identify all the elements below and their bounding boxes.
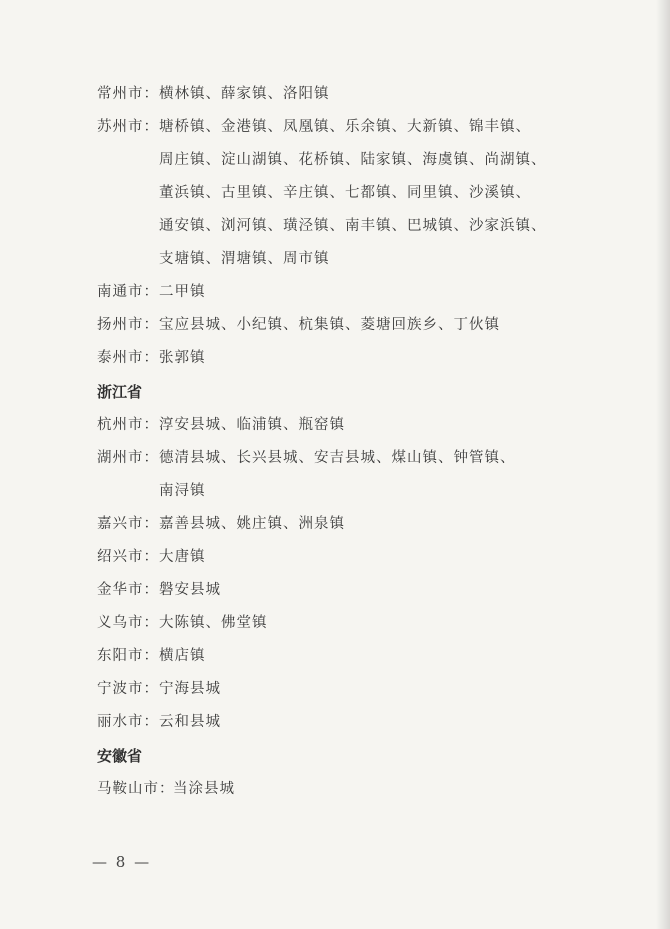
town-names: 宝应县城、小纪镇、杭集镇、菱塘回族乡、丁伙镇 <box>159 317 500 333</box>
town-names: 嘉善县城、姚庄镇、洲泉镇 <box>159 516 345 532</box>
town-names: 当涂县城 <box>173 781 235 797</box>
town-names: 磐安县城 <box>159 582 221 598</box>
city-label: 杭州市： <box>97 417 159 433</box>
page-edge-shadow <box>656 0 670 929</box>
city-row <box>97 342 597 375</box>
city-row <box>97 111 597 276</box>
city-row <box>97 541 597 574</box>
town-line: 南浔镇 <box>159 483 206 499</box>
town-line: 支塘镇、渭塘镇、周市镇 <box>159 251 330 267</box>
city-label: 泰州市： <box>97 350 159 366</box>
town-names: 二甲镇 <box>159 284 206 300</box>
city-label: 苏州市： <box>97 119 159 135</box>
province-heading: 浙江省 <box>97 383 143 401</box>
town-line: 通安镇、浏河镇、璜泾镇、南丰镇、巴城镇、沙家浜镇、 <box>159 218 547 234</box>
town-list <box>97 78 597 806</box>
town-names: 大唐镇 <box>159 549 206 565</box>
city-row <box>97 276 597 309</box>
city-row <box>97 773 597 806</box>
city-row <box>97 607 597 640</box>
city-row <box>97 673 597 706</box>
city-label: 嘉兴市： <box>97 516 159 532</box>
town-names: 宁海县城 <box>159 681 221 697</box>
town-line: 德清县城、长兴县城、安吉县城、煤山镇、钟管镇、 <box>159 450 516 466</box>
city-row <box>97 78 597 111</box>
city-label: 常州市： <box>97 86 159 102</box>
town-names: 横林镇、薛家镇、洛阳镇 <box>159 86 330 102</box>
city-label: 丽水市： <box>97 714 159 730</box>
town-line: 周庄镇、淀山湖镇、花桥镇、陆家镇、海虞镇、尚湖镇、 <box>159 152 547 168</box>
town-names: 淳安县城、临浦镇、瓶窑镇 <box>159 417 345 433</box>
city-row <box>97 640 597 673</box>
city-row <box>97 442 597 508</box>
town-names: 大陈镇、佛堂镇 <box>159 615 268 631</box>
province-heading: 安徽省 <box>97 747 143 765</box>
city-label: 南通市： <box>97 284 159 300</box>
city-row <box>97 409 597 442</box>
town-names: 张郭镇 <box>159 350 206 366</box>
town-names: 横店镇 <box>159 648 206 664</box>
town-names: 云和县城 <box>159 714 221 730</box>
town-names <box>159 442 597 508</box>
city-row <box>97 706 597 739</box>
city-label: 扬州市： <box>97 317 159 333</box>
city-label: 湖州市： <box>97 450 159 466</box>
city-label: 义乌市： <box>97 615 159 631</box>
city-label: 马鞍山市： <box>97 781 175 797</box>
city-label: 绍兴市： <box>97 549 159 565</box>
city-label: 宁波市： <box>97 681 159 697</box>
city-row <box>97 508 597 541</box>
city-label: 金华市： <box>97 582 159 598</box>
town-names <box>159 111 597 276</box>
page-number: — 8 — <box>92 853 152 871</box>
city-label: 东阳市： <box>97 648 159 664</box>
city-row <box>97 574 597 607</box>
city-row <box>97 309 597 342</box>
town-line: 塘桥镇、金港镇、凤凰镇、乐余镇、大新镇、锦丰镇、 <box>159 119 531 135</box>
town-line: 董浜镇、古里镇、辛庄镇、七都镇、同里镇、沙溪镇、 <box>159 185 531 201</box>
